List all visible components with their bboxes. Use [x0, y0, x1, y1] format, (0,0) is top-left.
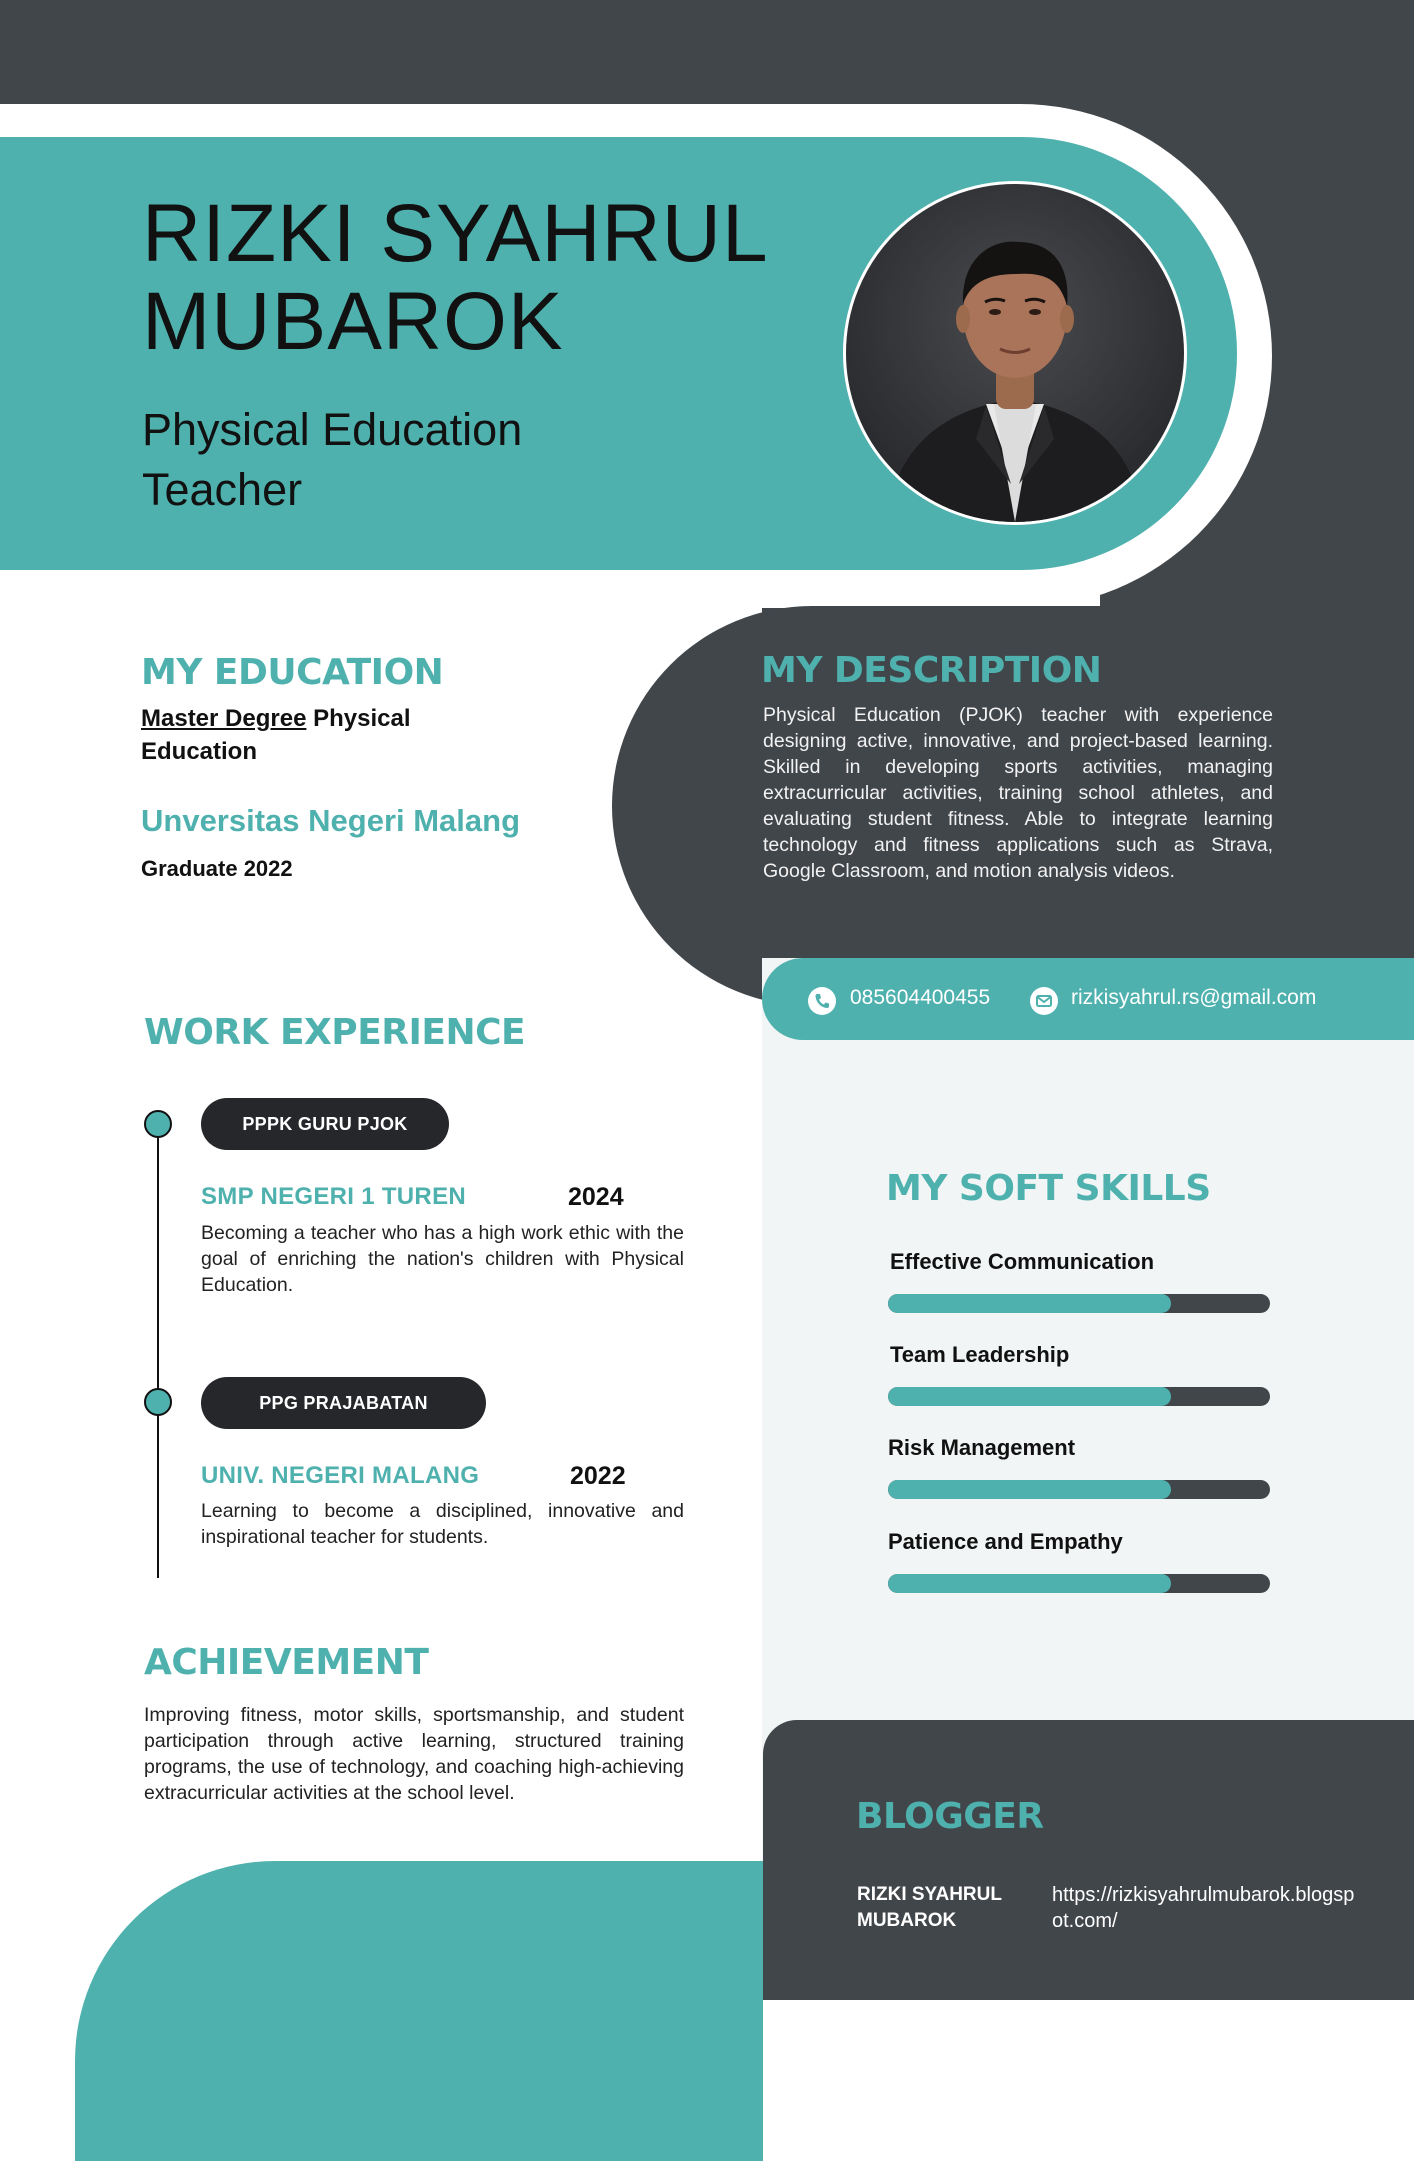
job-description: Learning to become a disciplined, innovative and inspirational teacher for students. — [201, 1500, 684, 1548]
description-text: Physical Education (PJOK) teacher with experience designing active, innovative, and project-based learning. Skilled in developing sports activities, managing extracurricular activities, training school athletes, and evaluating student fitness. Able to integrate learning technology and fitness applications such as Strava, Google Classroom, and motion analysis videos. — [763, 704, 1273, 882]
education-degree — [141, 702, 521, 768]
job-title — [142, 400, 642, 520]
blogger-name: RIZKI SYAHRUL MUBAROK — [857, 1884, 1002, 1931]
job-title-line-2: Teacher — [142, 464, 303, 515]
skill-bar-fill — [888, 1294, 1171, 1313]
email-address[interactable]: rizkisyahrul.rs@gmail.com — [1071, 986, 1317, 1009]
candidate-name — [142, 190, 862, 366]
timeline-line — [157, 1123, 159, 1578]
achievement-heading: ACHIEVEMENT — [144, 1642, 429, 1683]
description-heading: MY DESCRIPTION — [761, 650, 1102, 691]
job-employer: UNIV. NEGERI MALANG — [201, 1462, 480, 1489]
achievement-text: Improving fitness, motor skills, sportsmanship, and student participation through active learning, structured training programs, the use of technology, and coaching high-achieving extracurricular activities at the school level. — [144, 1704, 684, 1804]
white-strip — [0, 570, 1100, 608]
degree-level: Master Degree — [141, 705, 307, 732]
phone-number[interactable]: 085604400455 — [850, 986, 991, 1009]
degree-field: Physical Education — [141, 705, 411, 765]
education-heading: MY EDUCATION — [141, 652, 444, 693]
job-role-badge: PPPK GURU PJOK — [201, 1098, 449, 1150]
blogger-panel — [763, 1720, 1414, 2000]
education-university: Unversitas Negeri Malang — [141, 803, 521, 838]
skill-bar — [888, 1480, 1270, 1499]
name-line-2: MUBAROK — [142, 276, 564, 367]
work-experience-heading: WORK EXPERIENCE — [144, 1012, 526, 1053]
timeline-dot — [144, 1110, 172, 1138]
profile-photo — [843, 181, 1187, 525]
soft-skills-heading: MY SOFT SKILLS — [886, 1168, 1211, 1209]
job-role-badge: PPG PRAJABATAN — [201, 1377, 486, 1429]
skill-bar-fill — [888, 1574, 1171, 1593]
skill-bar-fill — [888, 1480, 1171, 1499]
skill-label: Effective Communication — [890, 1249, 1155, 1274]
timeline-dot — [144, 1388, 172, 1416]
phone-icon — [808, 987, 836, 1015]
education-graduation: Graduate 2022 — [141, 856, 293, 881]
job-year: 2024 — [568, 1183, 624, 1211]
blogger-heading: BLOGGER — [856, 1796, 1044, 1837]
mail-icon — [1030, 987, 1058, 1015]
skill-label: Patience and Empathy — [888, 1529, 1123, 1554]
skill-bar — [888, 1387, 1270, 1406]
skill-bar — [888, 1294, 1270, 1313]
skill-label: Team Leadership — [890, 1342, 1070, 1367]
blog-link[interactable]: https://rizkisyahrulmubarok.blogspot.com/ — [1052, 1884, 1355, 1932]
job-year: 2022 — [570, 1462, 626, 1490]
job-employer: SMP NEGERI 1 TUREN — [201, 1183, 467, 1210]
skill-bar — [888, 1574, 1270, 1593]
skill-bar-fill — [888, 1387, 1171, 1406]
job-description: Becoming a teacher who has a high work ethic with the goal of enriching the nation's children with Physical Education. — [201, 1222, 684, 1296]
job-title-line-1: Physical Education — [142, 404, 523, 455]
skill-label: Risk Management — [888, 1435, 1076, 1460]
name-line-1: RIZKI SYAHRUL — [142, 188, 769, 279]
bottom-decoration — [75, 1861, 763, 2161]
